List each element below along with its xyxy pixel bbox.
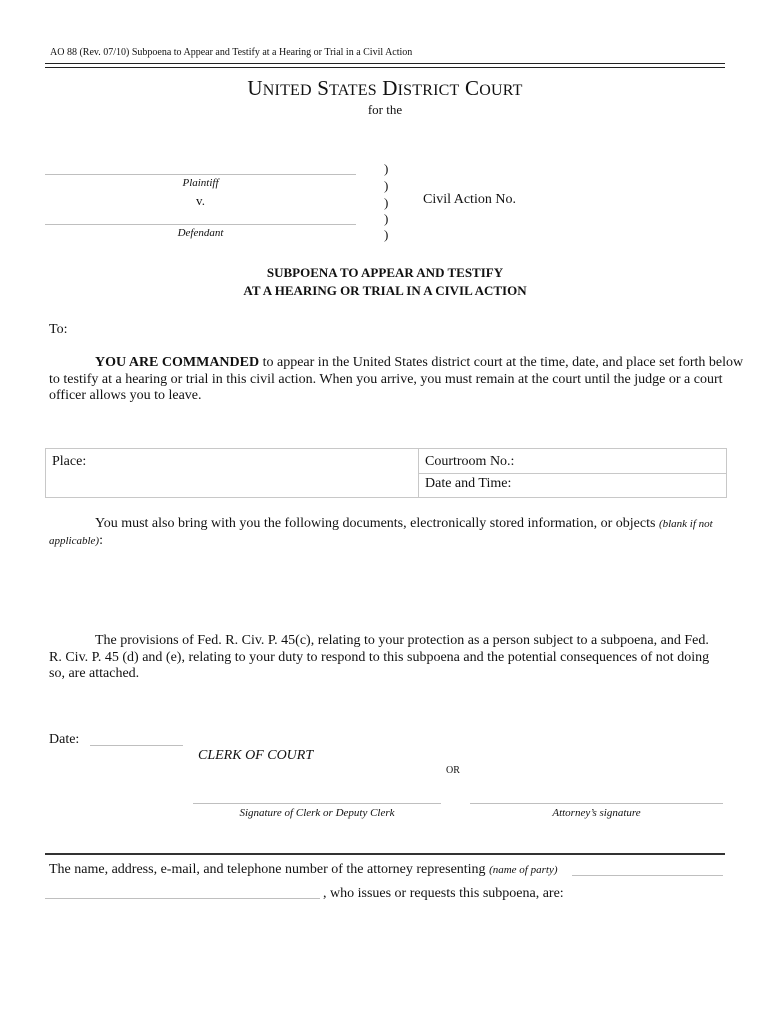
command-line-3: officer allows you to leave.	[49, 388, 202, 403]
court-title-part: U	[247, 76, 263, 100]
court-title-part: S	[317, 76, 330, 100]
documents-colon: :	[99, 533, 103, 548]
court-title-part: NITED	[262, 82, 312, 99]
plaintiff-field[interactable]	[45, 174, 356, 175]
attorney-name-field[interactable]	[45, 898, 320, 899]
clerk-signature-field[interactable]	[193, 803, 441, 804]
paren: )	[384, 178, 389, 193]
clerk-signature-caption: Signature of Clerk or Deputy Clerk	[239, 807, 395, 819]
attorney-info-line-1	[49, 861, 558, 879]
courtroom-label: Courtroom No.:	[425, 454, 515, 469]
provisions-line-2: R. Civ. P. 45 (d) and (e), relating to your duty to respond to this subpoena and the potential consequences of not doing	[49, 650, 710, 665]
or-label: OR	[446, 765, 460, 776]
party-field[interactable]	[572, 875, 723, 876]
datetime-label: Date and Time:	[425, 476, 512, 491]
court-title-part: TATES	[329, 82, 377, 99]
command-line-1-rest: to appear in the United States district court at the time, date, and place set forth below	[259, 355, 744, 370]
attorney-info-line-2: , who issues or requests this subpoena, are:	[323, 886, 564, 901]
documents-text: You must also bring with you the following documents, electronically stored information, or objects	[95, 516, 656, 531]
court-title-part: C	[464, 76, 480, 100]
place-label: Place:	[52, 454, 87, 469]
provisions-line-3: so, are attached.	[49, 666, 140, 681]
attorney-info-text: The name, address, e-mail, and telephone number of the attorney representing	[49, 862, 486, 877]
defendant-label: Defendant	[177, 227, 224, 239]
date-label: Date:	[49, 732, 80, 747]
place-cell[interactable]	[46, 449, 419, 497]
court-title-part: OURT	[479, 82, 523, 99]
court-title	[0, 76, 770, 101]
subpoena-heading-1: SUBPOENA TO APPEAR AND TESTIFY	[266, 265, 504, 280]
place-table	[45, 448, 727, 498]
paren: )	[384, 211, 389, 226]
documents-note-2: applicable)	[49, 535, 100, 547]
court-title-part: ISTRICT	[397, 82, 460, 99]
documents-field[interactable]	[49, 552, 719, 622]
versus: v.	[196, 193, 205, 208]
header-rule	[45, 63, 725, 68]
documents-line-1	[95, 515, 713, 533]
provisions-line-1: The provisions of Fed. R. Civ. P. 45(c), relating to your protection as a person subject to a subpoena, and Fed.	[95, 633, 709, 648]
command-line-1	[95, 354, 743, 371]
bottom-rule	[45, 853, 725, 855]
clerk-of-court: CLERK OF COURT	[198, 748, 314, 763]
attorney-signature-field[interactable]	[470, 803, 723, 804]
plaintiff-label: Plaintiff	[182, 177, 219, 189]
to-field[interactable]	[80, 334, 720, 335]
attorney-signature-caption: Attorney’s signature	[552, 807, 641, 819]
subpoena-heading-2: AT A HEARING OR TRIAL IN A CIVIL ACTION	[243, 283, 527, 298]
documents-note: (blank if not	[658, 518, 713, 530]
court-title-part: D	[382, 76, 398, 100]
form-id: AO 88 (Rev. 07/10) Subpoena to Appear and Testify at a Hearing or Trial in a Civil Action	[50, 47, 413, 58]
civil-action-field[interactable]	[520, 207, 720, 208]
paren: )	[384, 195, 389, 210]
to-label: To:	[49, 322, 68, 337]
paren: )	[384, 227, 389, 242]
paren: )	[384, 161, 389, 176]
date-field[interactable]	[90, 745, 183, 746]
command-bold: YOU ARE COMMANDED	[95, 355, 260, 370]
defendant-field[interactable]	[45, 224, 356, 225]
command-line-2: to testify at a hearing or trial in this civil action. When you arrive, you must remain at the court until the judge or a court	[49, 372, 723, 387]
for-the: for the	[367, 102, 403, 117]
documents-line-2	[49, 532, 103, 550]
courtroom-cell[interactable]	[419, 449, 726, 474]
datetime-cell[interactable]	[419, 473, 726, 496]
party-note: (name of party)	[489, 864, 558, 876]
civil-action-label: Civil Action No.	[423, 192, 516, 207]
